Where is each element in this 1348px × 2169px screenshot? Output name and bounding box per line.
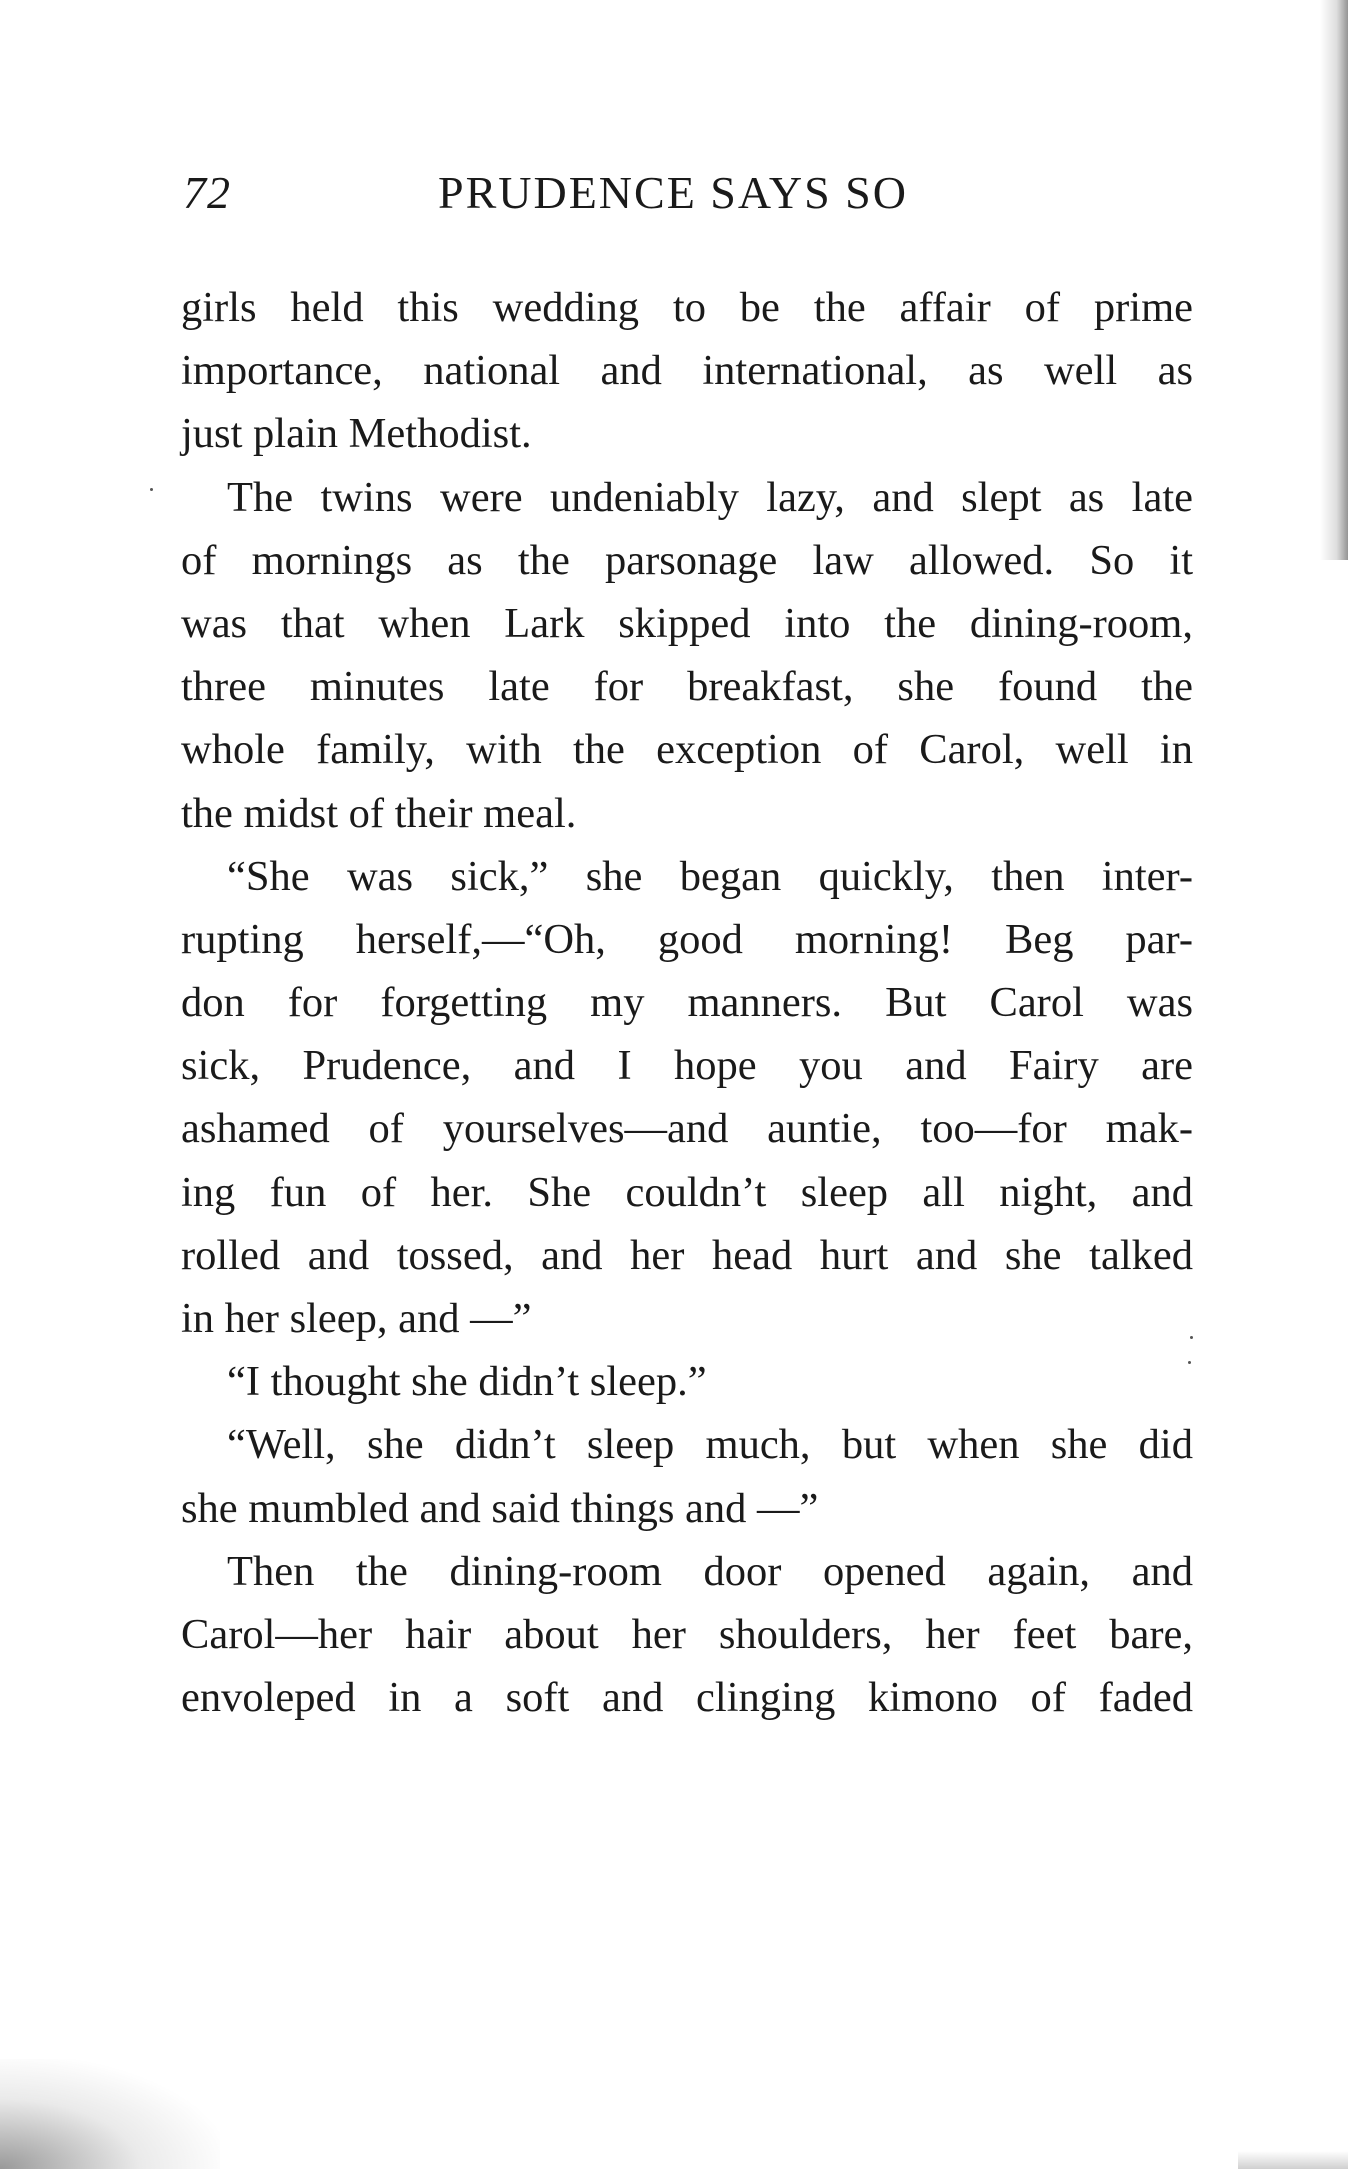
scan-shadow-bottom-left (0, 2059, 220, 2169)
text-line: don for forgetting my manners. But Carol was (181, 979, 1193, 1027)
text-line: the midst of their meal. (181, 789, 577, 837)
text-line: rolled and tossed, and her head hurt and she talked (181, 1231, 1193, 1279)
scan-shadow-right (1320, 0, 1348, 560)
text-line: Then the dining-room door opened again, and (227, 1547, 1193, 1595)
text-line: of mornings as the parsonage law allowed. So it (181, 536, 1193, 584)
scan-shadow-bottom-right (1238, 2151, 1348, 2169)
text-line: “I thought she didn’t sleep.” (227, 1358, 707, 1406)
ink-speck (150, 488, 153, 491)
text-line: ashamed of yourselves—and auntie, too—for mak- (181, 1105, 1193, 1153)
text-line: “She was sick,” she began quickly, then inter- (227, 852, 1193, 900)
text-line: in her sleep, and —” (181, 1295, 532, 1342)
text-line: ing fun of her. She couldn’t sleep all night, and (181, 1168, 1193, 1216)
text-line: rupting herself,—“Oh, good morning! Beg par- (181, 915, 1193, 963)
body-text (181, 276, 1193, 1729)
page-number: 72 (183, 167, 231, 218)
running-head (183, 166, 1193, 226)
text-line: three minutes late for breakfast, she found the (181, 663, 1193, 711)
text-line: envoleped in a soft and clinging kimono of faded (181, 1674, 1193, 1722)
text-line: sick, Prudence, and I hope you and Fairy are (181, 1042, 1193, 1090)
text-line: importance, national and international, as well as (181, 347, 1193, 395)
text-line: girls held this wedding to be the affair of prime (181, 284, 1193, 331)
text-line: was that when Lark skipped into the dining-room, (181, 599, 1193, 647)
running-title: PRUDENCE SAYS SO (438, 167, 908, 218)
text-line: she mumbled and said things and —” (181, 1484, 819, 1532)
text-line: The twins were undeniably lazy, and slept as late (227, 473, 1193, 521)
text-line: “Well, she didn’t sleep much, but when she did (227, 1421, 1193, 1469)
text-line: whole family, with the exception of Carol, well in (181, 726, 1193, 774)
text-line: Carol—her hair about her shoulders, her feet bare, (181, 1610, 1193, 1658)
text-line: just plain Methodist. (181, 410, 532, 458)
